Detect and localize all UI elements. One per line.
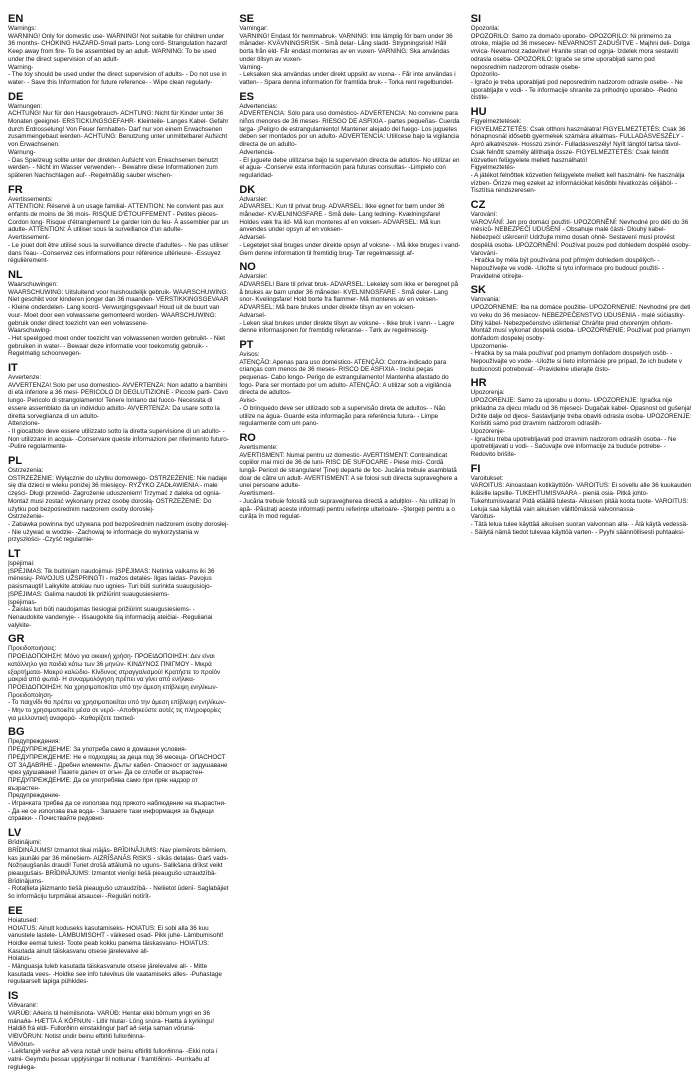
- language-code: LV: [8, 827, 22, 840]
- section-es: [239, 92, 460, 180]
- warning-text: Advertencias: ADVERTENCIA: Sólo para uso doméstico- ADVERTENCIA: No conviene para niños menores de 36 meses- RIESGO DE ASFIXIA - partes pequeñas- Cuerda larga- ¡Peligro de estrangulamiento! Mantener alejado del fuego- Los juguetes deben ser montados por un adulto- ADVERTENCIA: Utilícese bajo la vigilancia directa de un adulto- Advertencia- - El juguete debe utilizarse bajo la supervisión directa de adultos- No utilizar en el agua- -Conserve esta información para futuras consultas- -Limpielo con regularidad-: [239, 102, 460, 179]
- warning-text: Avisos: ATENÇÃO: Apenas para uso doméstico- ATENÇÃO: Contra-indicado para crianças com menos de 36 meses- RISCO DE ASFIXIA - Inclui peças pequenas- Cabo longo- Perigo de estrangulamento! Mantenha afastado do fogo- Para ser montado por um adulto- ATENÇÃO: A utilizar sob a vigilância directa de adultos- Aviso- - O brinquedo deve ser utilizado sob a supervisão direta de adultos- - Não utilize na água- Guarde esta informação para referência futura- - Limpe regularmente com um pano-: [239, 350, 451, 428]
- warning-text: Предупреждения: ПРЕДУПРЕЖДЕНИЕ: За употреба само в домашни условия- ПРЕДУПРЕЖДЕНИЕ: Не е подходящ за деца под 36 месеца- ОПАСНОСТ ОТ ЗАДАВЯНЕ - Дребни елементи- Дълъг кабел- Опасност от задушаване чрез удушаване! Пазете далеч от огън- Да се сглоби от възрастен- ПРЕДУПРЕЖДЕНИЕ: Да се употребява само при пряк надзор от възрастен- Предупреждение- - Играчката трябва да се използва под прякото наблюдение на възрастни- - Да не се използва във вода- - Запазете тази информация за бъдещи справки- - Почиствайте редовно-: [8, 738, 228, 823]
- warning-text: Varování: VAROVÁNÍ: Jen pro domácí použití- UPOZORNĚNÍ: Nevhodné pro děti do 36 měsíců- NEBEZPEČÍ UDUŠENÍ - Obsahuje malé části- Dlouhý kabel- Nebezpečí uškrcení! Udržujte mimo dosah ohně- Sestavení musí provést dospělá osoba- UPOZORNĚNÍ: Používat pouze pod dohledem dospělé osoby- Varování- - Hračka by měla být používána pod přímým dohledem dospělých- - Nepoužívejte ve vodě- -Uložte si tyto informace pro budoucí použití- -Pravidelně otírejte-: [470, 211, 691, 280]
- section-ee: [8, 906, 229, 986]
- section-hr: [471, 378, 692, 458]
- column-2: [239, 14, 460, 549]
- section-gr: [8, 634, 229, 722]
- warning-text: Varovania: UPOZORNENIE: Iba na domáce použitie- UPOZORNENIE: Nevhodné pre deti vo veku do 36 mesiacov- NEBEZPEČENSTVO UDUSENIA - malé súčiastky- Dlhý kábel- Nebezpečenstvo uškrtenia! Chráňte pred otvoreným ohňom- Montáž musí vykonať dospelá osoba- UPOZORNENIE: Používať pod priamym dohľadom dospelej osoby- Upozornenie- - Hračka by sa mala používať pod priamym dohľadom dospelých osôb- - Nepoužívajte vo vode- -Uložte si tieto informácie pre prípad, že ich budete v budúcnosti potrebovať- -Pravidelne utierajte čisto-: [470, 296, 691, 373]
- language-code: HR: [470, 377, 487, 390]
- warning-text: Προειδοποιήσεις: ΠΡΟΕΙΔΟΠΟΙΗΣΗ: Μόνο για οικιακή χρήση- ΠΡΟΕΙΔΟΠΟΙΗΣΗ: Δεν είναι κατάλληλο για παιδιά κάτω των 36 μηνών- ΚΙΝΔΥΝΟΣ ΠΝΙΓΜΟΥ - Μικρά εξαρτήματα- Μακρύ καλώδιο- Κίνδυνος στραγγαλισμού! Κρατήστε το προϊόν μακριά από φωτιά- Η συναρμολόγηση πρέπει να γίνει από ενήλικα- ΠΡΟΕΙΔΟΠΟΙΗΣΗ: Να χρησιμοποιείται υπό την άμεση επίβλεψη ενηλίκων- Προειδοποίηση- - Το παιχνίδι θα πρέπει να χρησιμοποιείται υπό την άμεση επίβλεψη ενηλίκων- - Μην το χρησιμοποιείτε μέσα σε νερό- -Αποθηκεύστε αυτές τις πληροφορίες για μελλοντική αναφορά- -Καθαρίζετε τακτικά-: [8, 645, 226, 722]
- section-it: [8, 363, 229, 451]
- section-fr: [8, 185, 229, 265]
- section-bg: [8, 727, 229, 823]
- warning-text: Opozorila: OPOZORILO: Samo za domačo uporabo- OPOZORILO: Ni primerno za otroke, mlajše od 36 mesecev- NEVARNOST ZADUŠITVE - Majhni deli- Dolga vrvica- Nevarnost zadavitve! Hranite stran od ognja- Izdelek mora sestaviti odrasla oseba- OPOZORILO: Igrače se sme uporabljati samo pod neposrednim nadzorom odrasle osebe- Opozorilo- - Igračo je treba uporabljati pod neposrednim nadzorom odrasle osebe- - Ne uporabljajte v vodi- - Te informacije shranite za prihodnjo uporabo- -Redno čistite-: [470, 25, 690, 102]
- warning-text: Upozorenja: UPOZORENJE: Samo za uporabu u domu- UPOZORENJE: Igračka nije prikladna za djecu mlađu od 36 mjeseci- Dugačak kabel- Opasnost od gušenja! Držite dalje od djece- Sastavljanje treba obaviti odrasla osoba- UPOZORENJE: Koristiti samo pod izravnim nadzorom odraslih- Upozorenje- - Igračku treba upotrebljavati pod izravnim nadzorom odraslih osoba- - Ne upotrebljavati u vodi- - Sačuvajte ove informacije za buduće potrebe- - Redovito brišite-: [470, 389, 692, 459]
- language-code: CZ: [470, 199, 486, 212]
- language-code: RO: [239, 431, 256, 444]
- warning-text: Įspėjimai: ĮSPĖJIMAS: Tik buitiniam naudojimui- ĮSPĖJIMAS: Netinka vaikams iki 36 mėnesių- PAVOJUS UŽSPRINGTI - mažos detalės- Ilgas laidas- Pavojus pasismaugti! Laikykite atokiau nuo ugnies- Turi būti surinkta suaugusiojo- ĮSPĖJIMAS: Galima naudoti tik prižiūrint suaugusiesiems- Įspėjimas- - Žaislas turi būti naudojamas tiesiogiai prižiūrint suaugusiesiems- - Nenaudokite vandenyje- - Išsaugokite šią informaciją ateičiai- -Reguliariai valykite-: [8, 560, 215, 629]
- language-code: BG: [8, 726, 25, 739]
- language-code: ES: [239, 90, 255, 103]
- warning-text: Brīdinājumi: BRĪDINĀJUMS! Izmantot tikai mājās- BRĪDINĀJUMS: Nav piemērots bērniem, kas jaunāki par 36 mēnešiem- AIZRĪŠANĀS RISKS - sīkās detaļas- Garš vads- Nožņaugšanās draudi! Turiet drošā attālumā no uguns- Salikšana drīkst veikt pieaugušais- BRĪDINĀJUMS: Izmantot vienīgi tiešā pieaugušo uzraudzībā- Brīdinājums- - Rotaļlieta jāizmanto tiešā pieaugušo uzraudzībā- - Neliietot ūdenī- Saglabājiet šo informāciju turpmākai atsaucei- -Regulāri notīrīt-: [8, 839, 229, 901]
- warning-text: Avertismente: AVERTISMENT: Numai pentru uz domestic- AVERTISMENT: Contraindicat copiilor mai mici de 36 de luni- RISC DE SUFOCARE - Piese mici- Cordă lungă- Pericol de strangulare! Ţineţi departe de foc- Jucăria trebuie asamblată doar de către un adult- AVERTISMENT: A se folosi sub directa supraveghere a unei persoane adulte- Avertisment- - Jucăria trebuie folosită sub supravegherea directă a adulților- - Nu utilizați în apă- -Păstrați aceste informații pentru referințe ulterioare- -Ştergeți pentru a o curăța în mod regulat-: [239, 443, 458, 521]
- language-code: LT: [8, 548, 21, 561]
- warning-text: Avvertenze: AVVERTENZA! Solo per uso domestico- AVVERTENZA: Non adatto a bambini di età inferiore a 36 mesi- PERICOLO DI DEGLUTIZIONE - Piccole parti- Cavo lungo- Pericolo di strangolamento! Tenere lontano dal fuoco- Necessita di essere assemblato da un individuo adulto- AVVERTENZA: Da usare sotto la diretta sorveglianza di un adulto- Attenzione- - Il giocattolo deve essere utilizzato sotto la diretta supervisione di un adulto- - Non utilizzare in acqua- -Conservare queste informazioni per riferimento futuro- -Pulire regolarmente-: [8, 374, 229, 451]
- column-3: [471, 14, 692, 549]
- language-code: EN: [8, 13, 24, 25]
- language-code: FI: [470, 462, 481, 475]
- language-code: DK: [239, 183, 256, 196]
- language-code: PT: [239, 338, 254, 351]
- section-lt: [8, 549, 229, 629]
- section-sk: [471, 285, 692, 373]
- section-se: [239, 14, 460, 87]
- warning-text: Advarsler: ADVARSEL: Kun til privat brug- ADVARSEL: Ikke egnet for børn under 36 måneder- KVÆLNINGSFARE - Små dele- Lang ledning- Kvælningsfare! Holdes væk fra ild- Må kun monteres af en voksen- ADVARSEL: Må kun anvendes under opsyn af en voksen- Advarsel- - Legetøjet skal bruges under direkte opsyn af voksne- - Må ikke bruges i vand- Gem denne information til fremtidig brug- Tør regelmæssigt af-: [239, 195, 461, 257]
- section-hu: [471, 107, 692, 195]
- section-pl: [8, 456, 229, 544]
- language-code: PL: [8, 455, 23, 468]
- language-code: IT: [8, 362, 18, 375]
- language-code: EE: [8, 904, 23, 917]
- section-no: [239, 262, 460, 335]
- column-4: [8, 549, 229, 1076]
- column-1: [8, 14, 229, 549]
- warning-text: Viðvaranir: VARÚÐ: Aðeins til heimilisnota- VARÚÐ: Hentar ekki börnum yngri en 36 mánaða- HÆTTA Á KÖFNUN - Litlir hlutar- Löng snúra- Hætta á kyrkingu! Haldið frá eldi- Fullorðinn einstaklingur þarf að setja saman vöruna- VIÐVÖRUN: Notist undir beinu eftirliti fullorðinna- Viðvörun- - Leikfangið verður að vera notað undir beinu eftirliti fullorðinna- -Ekki nota í vatni- Geymdu þessar upplýsingar til notkunar í framtíðinni- -Þurrkaðu af reglulega-: [8, 1002, 218, 1071]
- warning-text: Varoitukset: VAROITUS: Ainoastaan kotikäyttöön- VAROITUS: Ei sovellu alle 36 kuukauden ikäisille lapsille- TUKEHTUMISVAARA - pieniä osia- Pitkä johto- Tukehtumisvaara! Pidä etäällä tulesta- Aikuisen pitää koota tuote- VAROITUS: Leluja saa käyttää vain aikuisen välittömässä valvonnassa- Varoitus- - Tätä lelua tulee käyttää aikuisen suoran valvonnan alla- - Älä käytä vedessä- - Säilytä nämä tiedot tulevaa käyttöä varten- - Pyyhi säännöllisesti puhtaaksi-: [470, 474, 692, 536]
- language-code: IS: [8, 990, 19, 1003]
- language-code: GR: [8, 633, 25, 646]
- section-ro: [239, 433, 460, 521]
- language-code: NL: [8, 268, 23, 281]
- language-code: NO: [239, 261, 256, 274]
- language-code: SI: [470, 13, 482, 25]
- warning-text: Avertissements: ATTENTION: Réservé à un usage familial- ATTENTION: Ne convient pas aux enfants de moins de 36 mois- RISQUE D'ÉTOUFFEMENT - Petites pièces- Cordon long- Risque d'étranglement! Le garder loin du feu- À assembler par un adulte- ATTENTION: À utiliser sous la surveillance d'un adulte- Avertissement- - Le jouet doit être utilisé sous la surveillance directe d'adultes- - Ne pas utiliser dans l'eau- -Conservez ces informations pour référence ultérieure- -Essuyez régulièrement-: [8, 195, 229, 265]
- language-code: SK: [470, 284, 486, 297]
- language-code: HU: [470, 106, 487, 119]
- section-fi: [471, 464, 692, 537]
- section-si: [471, 14, 692, 102]
- language-code: DE: [8, 90, 24, 103]
- warning-text: Warnungen: ACHTUNG! Nur für den Hausgebrauch- ACHTUNG: Nicht für Kinder unter 36 Monaten geeignet- ERSTICKUNGSGEFAHR- Kleinteile- Langes Kabel- Gefahr durch Erdrosselung! Von Feuer fernhalten- Darf nur von einem Erwachsenen zusammengebaut werden- ACHTUNG: Benutzung unter unmittelbarer Aufsicht von Erwachsenen. Warnung- - Das Spielzeug sollte unter der direkten Aufsicht von Erwachsenen benutzt werden- - Nicht im Wasser verwenden- - Bewahre diese Informationen zum späteren Nachschlagen auf- -Regelmäßig sauber wischen-: [8, 102, 229, 179]
- section-pt: [239, 340, 460, 428]
- section-is: [8, 991, 229, 1071]
- section-cz: [471, 200, 692, 280]
- warning-text: Waarschuwingen: WAARSCHUWING: Uitsluitend voor huishoudelijk gebruik- WAARSCHUWING: Niet geschikt voor kinderen jonger dan 36 maanden- VERSTIKKINGSGEVAAR - Kleine onderdelen- Lang koord- Verwurgingsgevaar! Houd uit de buurt van vuur- Moet door een volwassene gemonteerd worden- WAARSCHUWING: gebruik onder direct toezicht van een volwassene- Waarschuwing- - Het speelgoed moet onder toezicht van volwassenen worden gebruikt- - Niet gebruiken in water- - Bewaar deze informatie voor toekomstig gebruik- - Regelmatig schoonvegen-: [8, 280, 229, 358]
- warning-text: Figyelmeztetések: FIGYELMEZTETÉS: Csak otthoni használatra! FIGYELMEZTETÉS: Csak 36 hónapnosnál idősebb gyermekek számára alkalmas- FULLADÁSVESZÉLY - Apró alkatrészek- Hosszú zsinór- Fulladásveszély! Nyílt lángtól tartsa távol- Csak felnőtt személy állíthatja össze- FIGYELMEZTETÉS: Csak felnőtt közvetlen felügyelete mellett használható! Figyelmeztetés- - A játékot felnőttek közvetlen felügyelete mellett kell használni- Ne használja vízben- Őrizze meg ezeket az információkat későbbi hivatkozás céljából- -Tisztítsa rendszeresen-: [470, 118, 686, 195]
- section-dk: [239, 185, 460, 258]
- language-code: SE: [239, 13, 255, 25]
- warning-text: Ostrzeżenia: OSTRZEŻENIE: Wyłącznie do użytku domowego- OSTRZEŻENIE: Nie nadaje się dla dzieci w wieku poniżej 36 miesięcy- RYZYKO ZADŁAWIENIA - małe części- Długi przewód- Zagrożenie uduszeniem! Trzymać z daleka od ognia- Montaż musi zostać wykonany przez osobę dorosłą- OSTRZEŻENIE: Do użytku pod bezpośrednim nadzorem osoby dorosłej- Ostrzeżenie- - Zabawka powinna być używana pod bezpośrednim nadzorem osoby dorosłej- - Nie używać w wodzie- -Zachowaj te informacje do wykorzystania w przyszłości- -Czyść regularnie-: [8, 467, 229, 544]
- warning-text: Hoiatused: HOIATUS: Ainult koduseks kasutamiseks- HOIATUS: Ei sobi alla 36 kuu vanustele lastele- LÄMBUMISOHT - väikesed osad- Pikk juhe- Lämbumisoht! Hoidke eemal tulest- Toote peab kokku panema täiskasvanu- HOIATUS: Kasutada ainult täiskasvanu otsese järelevalve all- Hoiatus- - Mänguasja tuleb kasutada täiskasvanute otsese järelevalve all- - Mitte kasutada vees- -Hoidke see info tulevikus üle vaatamiseks alles- -Puhastage regulaarselt lapiga pühkides-: [8, 916, 224, 986]
- section-en: [8, 14, 229, 87]
- section-de: [8, 92, 229, 180]
- warning-text: Varningar: VARNING! Endast för hemmabruk- VARNING: Inte lämplig för barn under 36 månader- KVÄVNINGSRISK - Små delar- Lång sladd- Strypningsrisk! Håll borta från eld- Får endast monteras av en vuxen- VARNING: Ska användas under tillsyn av vuxen- Varning- - Leksaken ska användas under direkt uppsikt av vuxna- - Får inte användas i vatten- - Spara denna information för framtida bruk- - Torka rent regelbundet-: [239, 25, 456, 86]
- section-lv: [8, 828, 229, 901]
- warning-text: Warnings: WARNING! Only for domestic use- WARNING! Not suitable for children under 36 months- CHOKING HAZARD-Small parts- Long cord- Strangulation hazard! Keep away from fire- To be assembled by an adult- WARNING: To be used under the direct supervision of an adult- Warning- - The toy should be used under the direct supervision of adults- - Do not use in water- - Save this Information for future reference- - Wipe clean regularly-: [8, 25, 228, 86]
- section-nl: [8, 270, 229, 358]
- warning-text: Advarsler: ADVARSEL! Bare til privat bruk- ADVARSEL: Lekeløy som ikke er beregnet på å brukes av barn under 36 måneder- KVELNINGSFARE - Små deler- Lang snor- Kvelingsfare! Hold borte fra flammer- Må monteres av en voksen- ADVARSEL: Må bare brukes under direkte tilsyn av en voksen- Advarsel- - Leken skal brukes under direkte tilsyn av voksne- - Ikke bruk i vann- - Lagre denne informasjonen for fremtidig referanse- - Tørk av regelmessig-: [239, 273, 459, 335]
- language-code: FR: [8, 183, 23, 196]
